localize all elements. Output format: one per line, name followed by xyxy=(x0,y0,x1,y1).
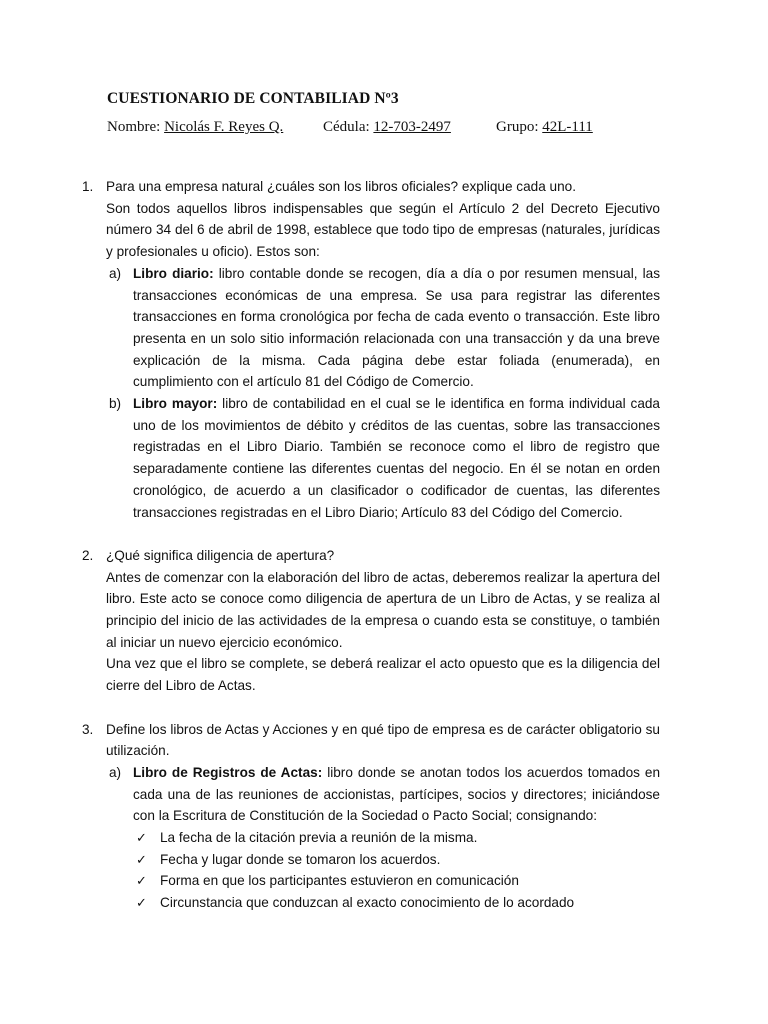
checklist-text: Forma en que los participantes estuvieron en comunicación xyxy=(160,873,519,889)
term-definition: libro de contabilidad en el cual se le identifica en forma individual cada uno de los movimientos de débito y créditos de las cuentas, sobre las transacciones registradas en el Libro Diario. También se reconoce como el libro de registro que separadamente contiene las diferentes cuentas del negocio. En él se notan en orden cronológico, de acuerdo a un clasificador o codificador de cuentas, las diferentes transacciones registradas en el Libro Diario; Artículo 83 del Código del Comercio. xyxy=(133,396,660,520)
question-2 xyxy=(0,545,660,697)
grupo-field xyxy=(496,119,593,136)
question-text: Para una empresa natural ¿cuáles son los libros oficiales? explique cada uno. xyxy=(106,179,577,194)
checklist-item xyxy=(133,870,660,892)
page-title: CUESTIONARIO DE CONTABILIAD Nº3 xyxy=(107,90,399,107)
spacer xyxy=(0,697,768,719)
list-item-libro-actas xyxy=(106,762,660,827)
list-item-libro-mayor xyxy=(106,393,660,523)
checkmark-icon: ✓ xyxy=(136,873,147,889)
term-label: Libro de Registros de Actas: xyxy=(133,764,323,780)
spacer xyxy=(0,523,768,545)
nombre-label: Nombre: xyxy=(107,119,161,135)
question-number: 1. xyxy=(82,179,94,194)
document-body xyxy=(0,176,768,914)
list-letter: a) xyxy=(109,265,122,281)
checklist-text: La fecha de la citación previa a reunión de la misma. xyxy=(160,830,478,846)
list-letter: a) xyxy=(109,764,122,780)
checklist-text: Circunstancia que conduzcan al exacto conocimiento de lo acordado xyxy=(160,895,575,911)
list-letter: b) xyxy=(109,396,122,412)
question-text: Define los libros de Actas y Acciones y en qué tipo de empresa es de carácter obligatorio su utilización. xyxy=(106,721,660,759)
question-text: ¿Qué significa diligencia de apertura? xyxy=(106,547,335,563)
answer-text: Son todos aquellos libros indispensables que según el Artículo 2 del Decreto Ejecutivo número 34 del 6 de abril de 1998, establece que todo tipo de empresas (naturales, jurídicas y profesionales u oficio). Estos son: xyxy=(106,200,660,260)
student-info-line xyxy=(107,119,593,136)
term-definition: libro donde se anotan todos los acuerdos tomados en cada una de las reuniones de accionistas, partícipes, socios y directores; iniciándose con la Escritura de Constitución de la Sociedad o Pacto Social; consignando: xyxy=(133,764,661,824)
cedula-field xyxy=(323,119,451,136)
term-definition: libro contable donde se recogen, día a día o por resumen mensual, las transacciones económicas de una empresa. Se usa para registrar las diferentes transacciones en forma cronológica por fecha de cada evento o transacción. Este libro presenta en un solo sitio información relacionada con una transacción y da una breve explicación de la misma. Cada página debe estar foliada (enumerada), en cumplimiento con el artículo 81 del Código de Comercio. xyxy=(133,265,660,390)
checkmark-icon: ✓ xyxy=(136,851,147,867)
checklist-item xyxy=(133,827,660,849)
question-1 xyxy=(0,176,660,523)
checkmark-icon: ✓ xyxy=(136,830,147,846)
cedula-value: 12-703-2497 xyxy=(373,119,451,135)
nombre-value: Nicolás F. Reyes Q. xyxy=(164,119,284,135)
term-label: Libro diario: xyxy=(133,265,214,281)
checklist-item xyxy=(133,892,660,914)
checklist-text: Fecha y lugar donde se tomaron los acuerdos. xyxy=(160,851,441,867)
nombre-field xyxy=(107,119,283,135)
cedula-label: Cédula: xyxy=(323,119,370,135)
answer-paragraph-2: Una vez que el libro se complete, se deberá realizar el acto opuesto que es la diligencia del cierre del Libro de Actas. xyxy=(106,656,660,694)
answer-paragraph-1: Antes de comenzar con la elaboración del libro de actas, deberemos realizar la apertura del libro. Este acto se conoce como diligencia de apertura de un Libro de Actas, y se realiza al principio del inicio de las actividades de la empresa o cuando esta se constituye, o también al iniciar un nuevo ejercicio económico. xyxy=(106,569,660,650)
grupo-label: Grupo: xyxy=(496,119,539,135)
list-item-libro-diario xyxy=(106,263,660,393)
grupo-value: 42L-111 xyxy=(542,119,593,135)
term-label: Libro mayor: xyxy=(133,396,218,412)
question-3 xyxy=(0,719,660,914)
question-number: 3. xyxy=(82,721,94,737)
checkmark-icon: ✓ xyxy=(136,895,147,911)
checklist-item xyxy=(133,849,660,871)
question-number: 2. xyxy=(82,547,94,563)
